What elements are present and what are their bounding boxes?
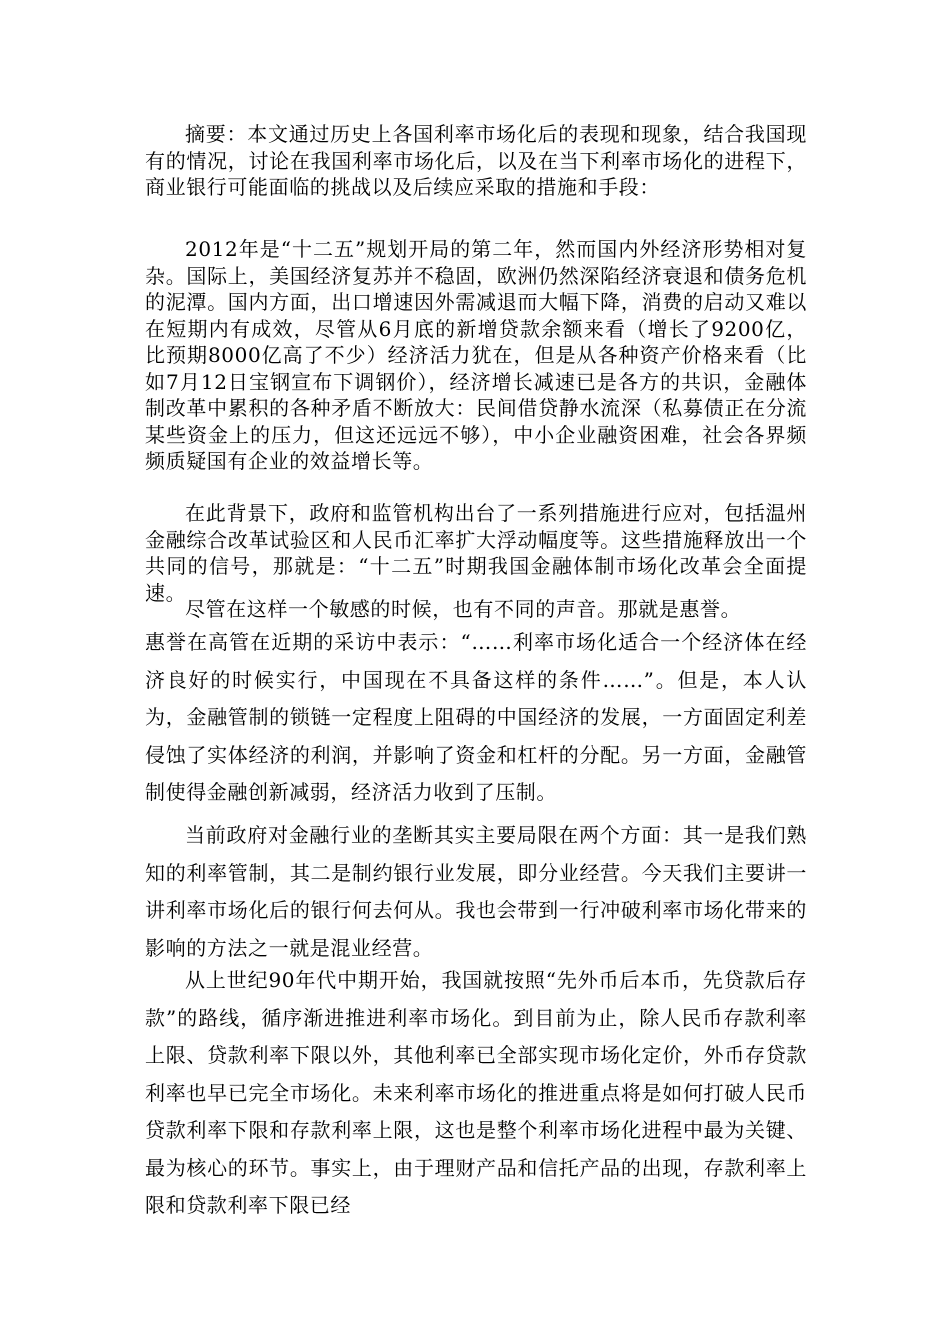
measures-paragraph: 在此背景下，政府和监管机构出台了一系列措施进行应对，包括温州金融综合改革试验区和人民币汇率扩大浮动幅度等。这些措施释放出一个共同的信号，那就是：“十二五”时期我国金融体制市场化改革会全面提速。 [145, 501, 807, 605]
fitch-opinion-intro: 尽管在这样一个敏感的时候，也有不同的声音。那就是惠誉。 [185, 597, 742, 621]
fitch-opinion-paragraph [145, 595, 807, 812]
abstract-paragraph: 摘要：本文通过历史上各国利率市场化后的表现和现象，结合我国现有的情况，讨论在我国利率市场化后，以及在当下利率市场化的进程下，商业银行可能面临的挑战以及后续应采取的措施和手段： [145, 122, 807, 199]
regulation-paragraph: 当前政府对金融行业的垄断其实主要局限在两个方面：其一是我们熟知的利率管制，其二是制约银行业发展，即分业经营。今天我们主要讲一讲利率市场化后的银行何去何从。我也会带到一行冲破利率市场化带来的影响的方法之一就是混业经营。 [145, 823, 807, 960]
history-paragraph: 从上世纪90年代中期开始，我国就按照“先外币后本币，先贷款后存款”的路线，循序渐进推进利率市场化。到目前为止，除人民币存款利率上限、贷款利率下限以外，其他利率已全部实现市场化定价，外币存贷款利率也早已完全市场化。未来利率市场化的推进重点将是如何打破人民币贷款利率下限和存款利率上限，这也是整个利率市场化进程中最为关键、最为核心的环节。事实上，由于理财产品和信托产品的出现，存款利率上限和贷款利率下限已经 [145, 968, 807, 1217]
fitch-opinion-body: 惠誉在高管在近期的采访中表示：“……利率市场化适合一个经济体在经济良好的时候实行，中国现在不具备这样的条件……”。但是，本人认为，金融管制的锁链一定程度上阻碍的中国经济的发展，一方面固定利差侵蚀了实体经济的利润，并影响了资金和杠杆的分配。另一方面，金融管制使得金融创新减弱，经济活力收到了压制。 [145, 630, 807, 804]
background-paragraph: 2012年是“十二五”规划开局的第二年，然而国内外经济形势相对复杂。国际上，美国经济复苏并不稳固，欧洲仍然深陷经济衰退和债务危机的泥潭。国内方面，出口增速因外需减退而大幅下降，消费的启动又难以在短期内有成效，尽管从6月底的新增贷款余额来看（增长了9200亿，比预期8000亿高了不少）经济活力犹在，但是从各种资产价格来看（比如7月12日宝钢宣布下调钢价），经济增长减速已是各方的共识，金融体制改革中累积的各种矛盾不断放大：民间借贷静水流深（私募债正在分流某些资金上的压力，但这还远远不够），中小企业融资困难，社会各界频频质疑国有企业的效益增长等。 [145, 237, 807, 473]
